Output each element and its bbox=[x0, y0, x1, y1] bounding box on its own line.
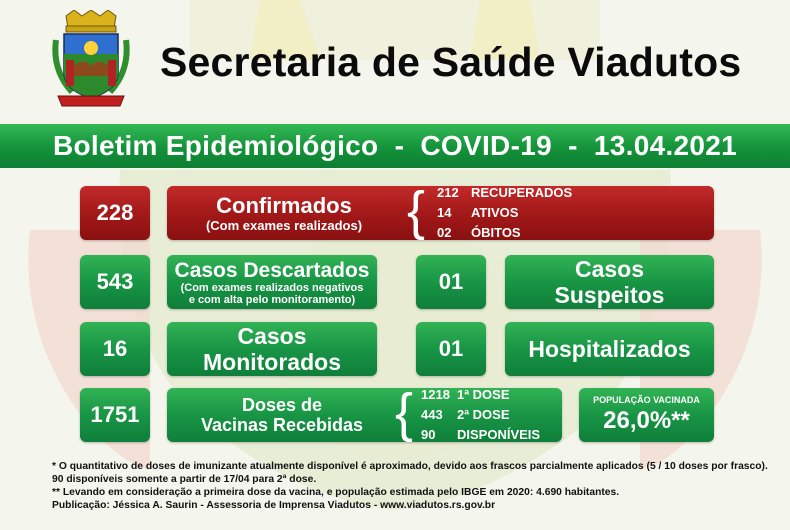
breakdown-row-disponiveis bbox=[421, 425, 540, 445]
primeira-dose-value: 1218 bbox=[421, 387, 450, 402]
descartados-box bbox=[167, 255, 377, 309]
obitos-label: ÓBITOS bbox=[471, 225, 521, 240]
confirmados-count: 228 bbox=[96, 200, 134, 225]
footnotes bbox=[52, 460, 772, 512]
confirmados-brace: { bbox=[407, 181, 426, 241]
segunda-dose-label: 2ª DOSE bbox=[457, 407, 510, 422]
populacao-vacinada-value: 26,0%** bbox=[603, 406, 690, 434]
hospitalizados-label: Hospitalizados bbox=[528, 336, 691, 362]
segunda-dose-value: 443 bbox=[421, 407, 443, 422]
footnote-2: ** Levando em consideração a primeira dose da vacina, e população estimada pelo IBGE em 2020: 4.690 habitantes. bbox=[52, 487, 620, 498]
hospitalizados-count: 01 bbox=[438, 336, 464, 361]
confirmados-breakdown bbox=[437, 183, 572, 243]
descartados-subtitle-line1: (Com exames realizados negativos bbox=[180, 281, 364, 294]
breakdown-row-segunda-dose bbox=[421, 405, 540, 425]
confirmados-count-box bbox=[80, 186, 150, 240]
crest-icon bbox=[52, 10, 130, 108]
vacinas-breakdown bbox=[421, 385, 540, 445]
hospitalizados-box bbox=[505, 322, 714, 376]
confirmados-subtitle: (Com exames realizados) bbox=[205, 217, 363, 233]
breakdown-row-ativos bbox=[437, 203, 572, 223]
bulletin-banner: Boletim Epidemiológico - COVID-19 - 13.04.2021 bbox=[0, 124, 790, 168]
monitorados-box bbox=[167, 322, 377, 376]
vacinas-line1: Doses de bbox=[241, 395, 323, 415]
vacinas-count: 1751 bbox=[90, 402, 140, 427]
vacinas-box bbox=[167, 383, 562, 443]
ativos-value: 14 bbox=[437, 205, 452, 220]
suspeitos-line1: Casos bbox=[574, 256, 645, 282]
confirmados-title: Confirmados bbox=[216, 192, 352, 218]
recuperados-value: 212 bbox=[437, 185, 459, 200]
confirmados-box bbox=[167, 181, 714, 241]
suspeitos-count: 01 bbox=[438, 269, 464, 294]
breakdown-row-primeira-dose bbox=[421, 385, 540, 405]
vacinas-brace: { bbox=[395, 383, 414, 443]
descartados-count-box bbox=[80, 255, 150, 309]
descartados-title: Casos Descartados bbox=[174, 258, 370, 282]
obitos-value: 02 bbox=[437, 225, 452, 240]
monitorados-count: 16 bbox=[102, 336, 128, 361]
hospitalizados-count-box bbox=[416, 322, 486, 376]
ativos-label: ATIVOS bbox=[471, 205, 519, 220]
populacao-vacinada-label: POPULAÇÃO VACINADA bbox=[593, 394, 700, 405]
suspeitos-box bbox=[505, 255, 714, 309]
vacinas-label-group bbox=[167, 388, 397, 442]
vacinas-line2: Vacinas Recebidas bbox=[200, 415, 364, 435]
monitorados-line1: Casos bbox=[237, 323, 307, 349]
suspeitos-count-box bbox=[416, 255, 486, 309]
populacao-vacinada-box bbox=[579, 388, 714, 442]
primeira-dose-label: 1ª DOSE bbox=[457, 387, 510, 402]
descartados-count: 543 bbox=[96, 269, 134, 294]
breakdown-row-obitos bbox=[437, 223, 572, 243]
page-title: Secretaria de Saúde Viadutos bbox=[160, 39, 742, 85]
disponiveis-label: DISPONÍVEIS bbox=[457, 427, 541, 442]
descartados-subtitle-line2: e com alta pelo monitoramento) bbox=[188, 293, 356, 306]
suspeitos-line2: Suspeitos bbox=[554, 282, 665, 308]
breakdown-row-recuperados bbox=[437, 183, 572, 203]
monitorados-line2: Monitorados bbox=[203, 349, 341, 375]
confirmados-label-group bbox=[167, 186, 401, 240]
recuperados-label: RECUPERADOS bbox=[471, 185, 573, 200]
footnote-1: * O quantitativo de doses de imunizante atualmente disponível é aproximado, devido aos frascos parcialmente aplicados (5 / 10 doses por frasco). 90 disponíveis somente a partir de 17/04 para 2ª dose. bbox=[52, 461, 768, 485]
disponiveis-value: 90 bbox=[421, 427, 436, 442]
monitorados-count-box bbox=[80, 322, 150, 376]
vacinas-count-box bbox=[80, 388, 150, 442]
footnote-publication: Publicação: Jéssica A. Saurin - Assessoria de Imprensa Viadutos - www.viadutos.rs.gov.br bbox=[52, 500, 496, 511]
